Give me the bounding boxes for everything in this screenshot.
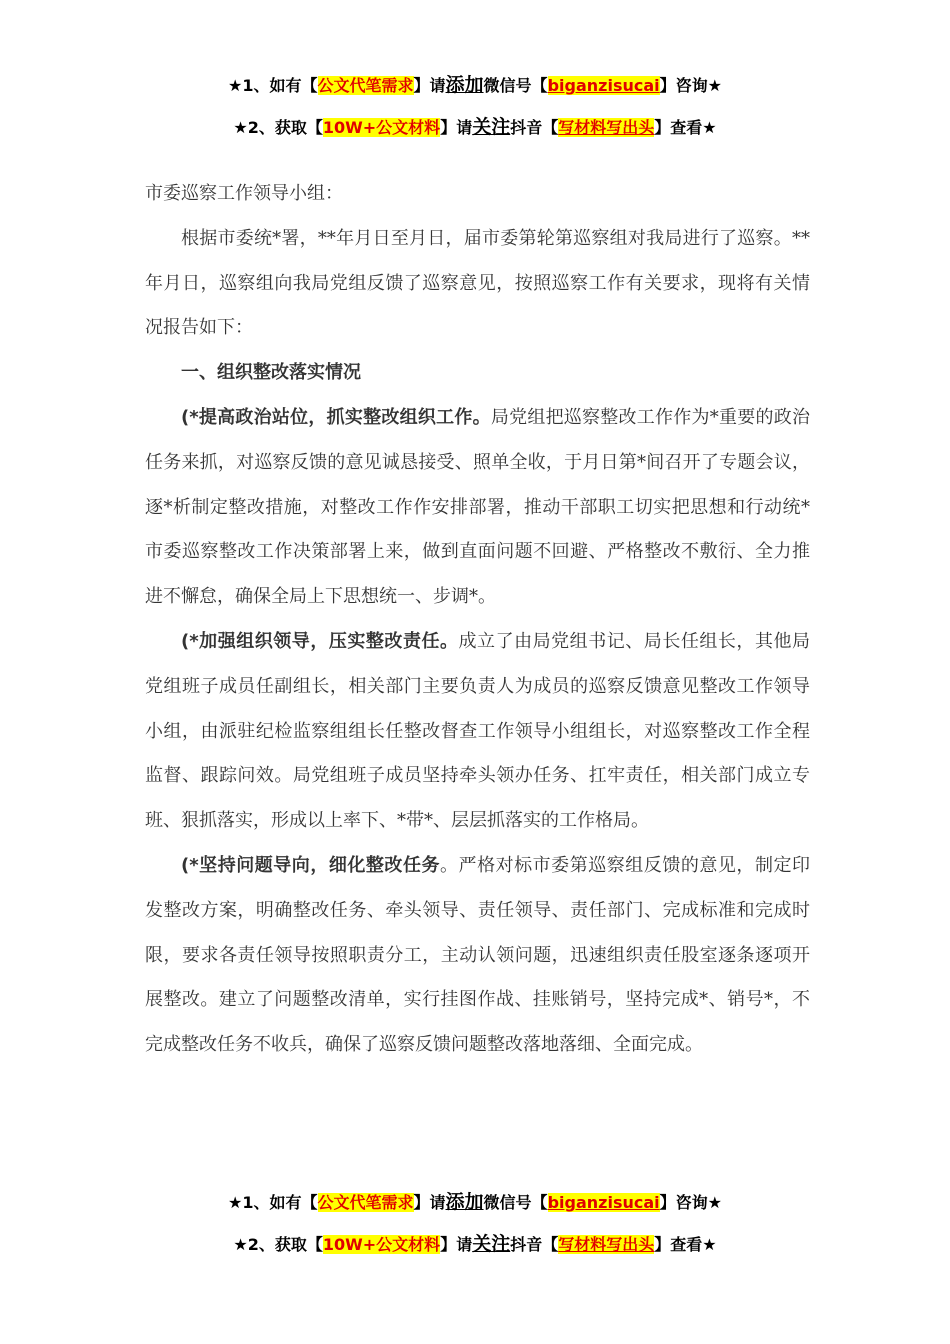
- douyin-account: 写材料写出头: [558, 118, 655, 137]
- section-heading: 一、组织整改落实情况: [181, 362, 361, 384]
- banner-line-1: ★1、如有【公文代笔需求】请添加微信号【biganzisucai】咨询★: [228, 74, 722, 96]
- item-paragraph-3: (*坚持问题导向，细化整改任务。严格对标市委第巡察组反馈的意见，制定印发整改方案，明确整改任务、牵头领导、责任领导、责任部门、完成标准和完成时限，要求各责任领导按照职责分工，主动认领问题，迅速组织责任股室逐条逐项开展整改。建立了问题整改清单，实行挂图作战、挂账销号，坚持完成*、销号*，不完成整改任务不收兵，确保了巡察反馈问题整改落地落细、全面完成。: [145, 854, 811, 1056]
- banner-line-1-bottom: ★1、如有【公文代笔需求】请添加微信号【biganzisucai】咨询★: [228, 1191, 722, 1213]
- item-paragraph-1: (*提高政治站位，抓实整改组织工作。局党组把巡察整改工作作为*重要的政治任务来抓，对巡察反馈的意见诚恳接受、照单全收，于月日第*间召开了专题会议，逐*析制定整改措施，对整改工作作安排部署，推动干部职工切实把思想和行动统*市委巡察整改工作决策部署上来，做到直面问题不回避、严格整改不敷衍、全力推进不懈怠，确保全局上下思想统一、步调*。: [145, 406, 811, 608]
- salutation: 市委巡察工作领导小组：: [145, 183, 343, 204]
- document-body: [145, 172, 810, 1068]
- item-paragraph-2: (*加强组织领导，压实整改责任。成立了由局党组书记、局长任组长，其他局党组班子成员任副组长，相关部门主要负责人为成员的巡察反馈意见整改工作领导小组，由派驻纪检监察组组长任整改督查工作领导小组组长，对巡察整改工作全程监督、跟踪问效。局党组班子成员坚持牵头领办任务、扛牢责任，相关部门成立专班、狠抓落实，形成以上率下、*带*、层层抓落实的工作格局。: [145, 630, 810, 832]
- highlight-service: 公文代笔需求: [317, 76, 414, 95]
- item-lead-2: (*加强组织领导，压实整改责任。: [181, 630, 459, 652]
- item-lead-1: (*提高政治站位，抓实整改组织工作。: [181, 406, 491, 428]
- item-lead-3: (*坚持问题导向，细化整改任务: [181, 854, 441, 876]
- intro-paragraph: 根据市委统*署，**年月日至月日，届市委第轮第巡察组对我局进行了巡察。**年月日，巡察组向我局党组反馈了巡察意见，按照巡察工作有关要求，现将有关情况报告如下：: [145, 227, 810, 339]
- highlight-materials: 10W+公文材料: [322, 118, 441, 137]
- banner-line-2-bottom: ★2、获取【10W+公文材料】请关注抖音【写材料写出头】查看★: [233, 1233, 717, 1255]
- wechat-id: biganzisucai: [547, 76, 660, 95]
- banner-line-2: ★2、获取【10W+公文材料】请关注抖音【写材料写出头】查看★: [233, 116, 717, 138]
